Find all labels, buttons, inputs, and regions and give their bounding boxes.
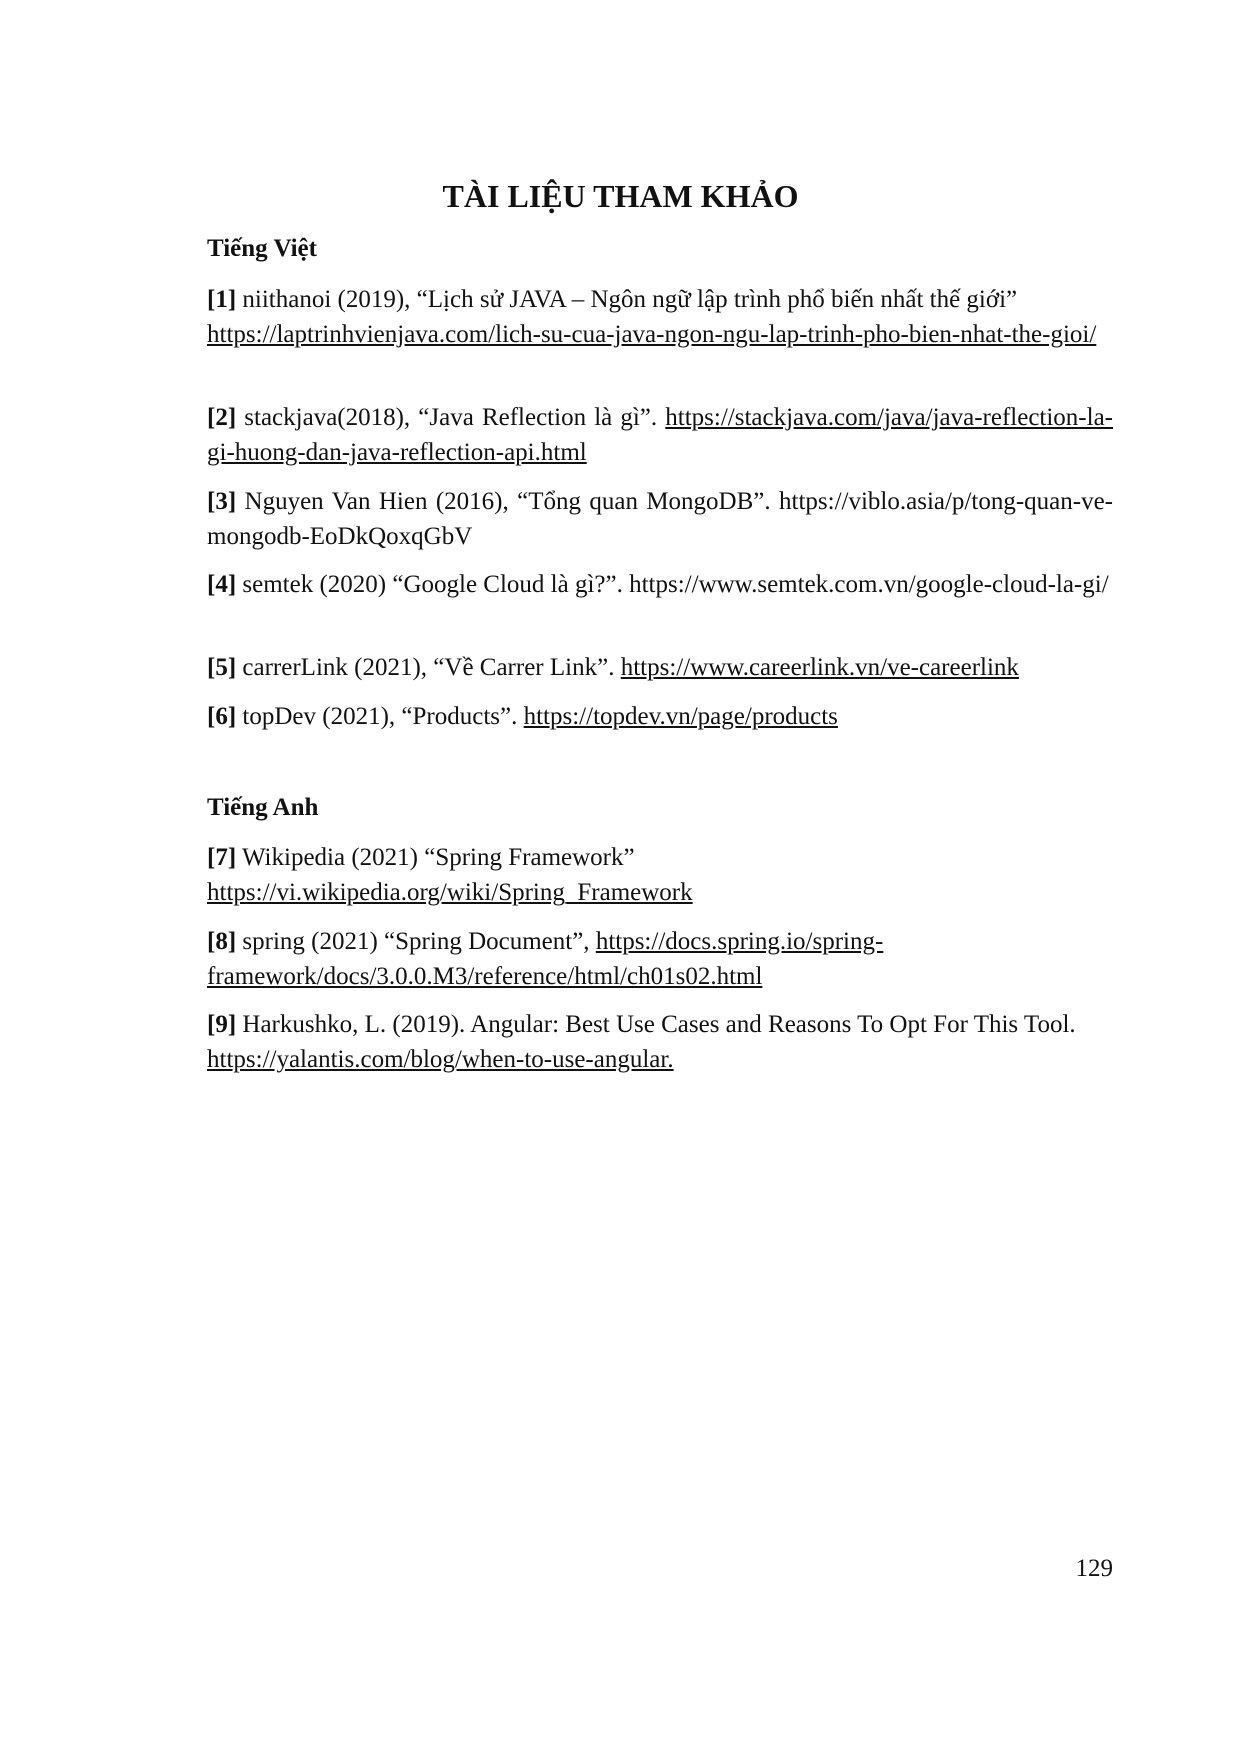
reference-number: [1] bbox=[207, 286, 237, 313]
reference-link[interactable]: https://topdev.vn/page/products bbox=[523, 703, 838, 730]
reference-text: Harkushko, L. (2019). Angular: Best Use Cases and Reasons To Opt For This Tool. bbox=[236, 1011, 1076, 1038]
reference-number: [5] bbox=[207, 654, 237, 681]
reference-text: Wikipedia (2021) “Spring Framework” bbox=[236, 844, 635, 871]
reference-text: niithanoi (2019), “Lịch sử JAVA – Ngôn ngữ lập trình phổ biến nhất thế giới” bbox=[236, 286, 1018, 313]
section-heading-english: Tiếng Anh bbox=[207, 794, 319, 821]
reference-text: spring (2021) “Spring Document”, bbox=[236, 928, 596, 955]
reference-text: stackjava(2018), “Java Reflection là gì”. bbox=[236, 404, 666, 431]
reference-number: [3] bbox=[207, 488, 237, 515]
reference-item bbox=[207, 282, 1113, 352]
reference-item bbox=[207, 650, 1113, 685]
reference-item bbox=[207, 567, 1113, 602]
reference-item bbox=[207, 840, 1113, 910]
reference-link[interactable]: https://docs.spring.io/spring-framework/docs/3.0.0.M3/reference/html/ch01s02.html bbox=[207, 928, 884, 990]
reference-link[interactable]: https://yalantis.com/blog/when-to-use-angular. bbox=[207, 1046, 674, 1073]
page-title: TÀI LIỆU THAM KHẢO bbox=[442, 178, 799, 214]
reference-text: semtek (2020) “Google Cloud là gì?”. https://www.semtek.com.vn/google-cloud-la-gi/ bbox=[236, 571, 1109, 598]
reference-number: [6] bbox=[207, 703, 237, 730]
reference-number: [8] bbox=[207, 928, 237, 955]
reference-link[interactable]: https://vi.wikipedia.org/wiki/Spring_Framework bbox=[207, 879, 693, 906]
reference-link[interactable]: https://laptrinhvienjava.com/lich-su-cua-java-ngon-ngu-lap-trinh-pho-bien-nhat-the-gioi/ bbox=[207, 321, 1097, 348]
reference-number: [4] bbox=[207, 571, 237, 598]
reference-text: Nguyen Van Hien (2016), “Tổng quan MongoDB”. https://viblo.asia/p/tong-quan-ve-mongodb-EoDkQoxqGbV bbox=[207, 488, 1113, 550]
page-number: 129 bbox=[1075, 1555, 1113, 1582]
reference-item bbox=[207, 400, 1113, 470]
reference-link[interactable]: https://www.careerlink.vn/ve-careerlink bbox=[620, 654, 1019, 681]
reference-text: topDev (2021), “Products”. bbox=[236, 703, 524, 730]
reference-number: [7] bbox=[207, 844, 237, 871]
reference-item bbox=[207, 924, 1113, 994]
reference-number: [9] bbox=[207, 1011, 237, 1038]
reference-number: [2] bbox=[207, 404, 237, 431]
reference-item bbox=[207, 1007, 1113, 1077]
reference-text: carrerLink (2021), “Về Carrer Link”. bbox=[236, 654, 621, 681]
reference-item bbox=[207, 699, 1113, 734]
section-heading-vietnamese: Tiếng Việt bbox=[207, 235, 317, 262]
reference-link[interactable]: https://stackjava.com/java/java-reflection-la-gi-huong-dan-java-reflection-api.html bbox=[207, 404, 1113, 466]
reference-item bbox=[207, 484, 1113, 554]
